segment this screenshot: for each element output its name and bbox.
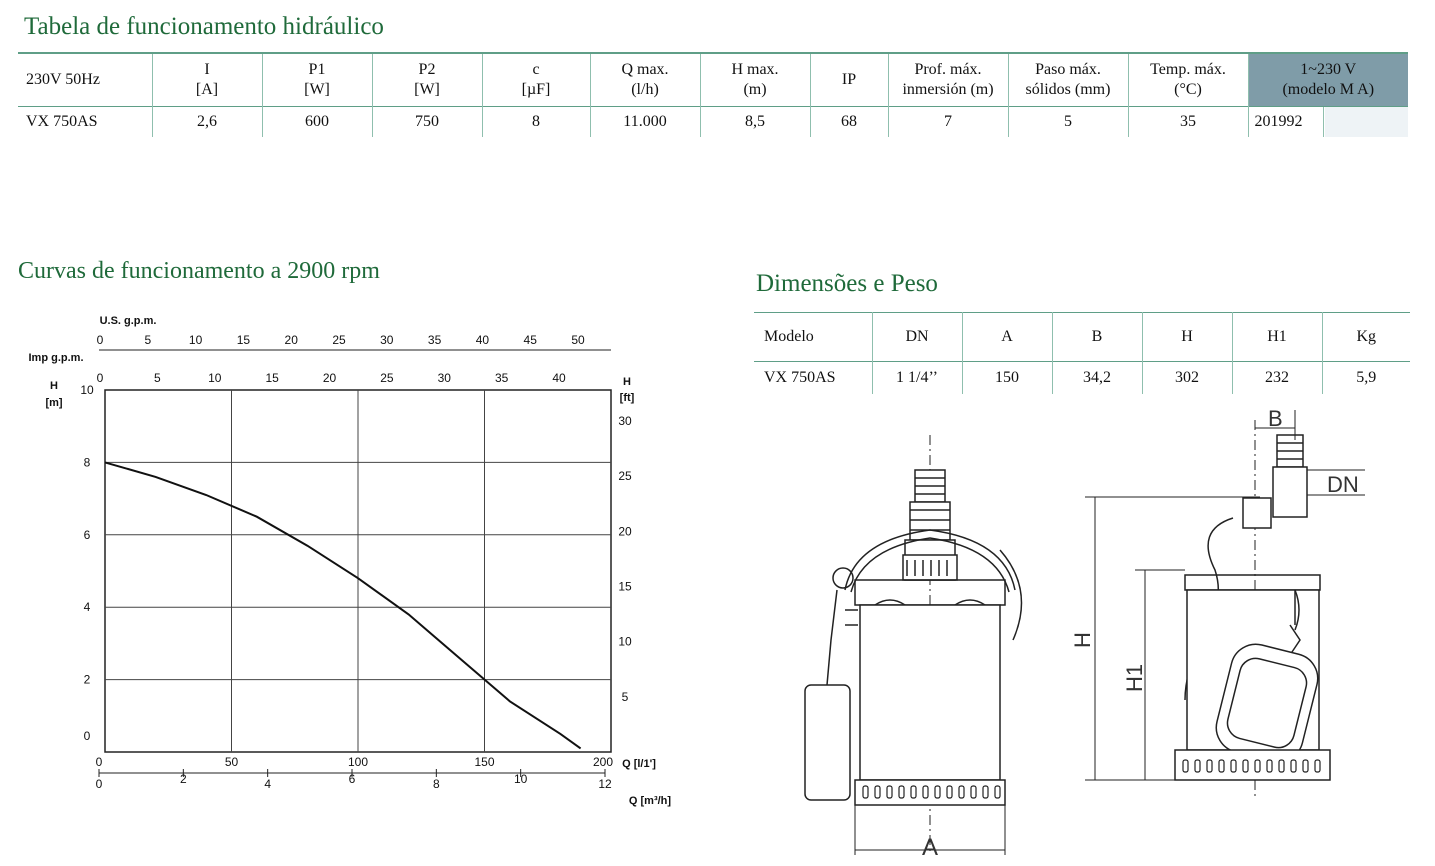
x2-tick-label: 10: [513, 772, 528, 786]
dim-label-b: B: [1268, 406, 1283, 431]
x-axis-m3h: [96, 769, 672, 807]
cell-modelo: VX 750AS: [754, 362, 872, 395]
x-tick-label: 200: [592, 755, 614, 769]
hydraulic-header-row: [18, 53, 1408, 107]
y-axis-left: [45, 380, 94, 743]
dim-label-h: H: [1070, 632, 1095, 648]
y2-axis-label: H: [623, 376, 631, 388]
x2-tick-label: 8: [432, 777, 440, 791]
cell-hmax: 8,5: [700, 107, 810, 138]
y2-tick-label: 30: [618, 413, 632, 428]
cell-a: 150: [962, 362, 1052, 395]
table-row: [18, 107, 1408, 138]
x-axis-label: Q [l/1']: [622, 758, 656, 770]
dim-label-dn: DN: [1327, 472, 1359, 497]
cell-temp: 35: [1128, 107, 1248, 138]
x3-tick-label: 50: [571, 333, 585, 347]
dimensions-header-row: [754, 313, 1410, 362]
model-code-text: 201992: [1254, 113, 1303, 130]
x2-tick-label: 2: [179, 772, 187, 786]
header-cell-qmax: Q max. (l/h): [590, 53, 700, 107]
y-tick-label: 4: [83, 600, 91, 615]
performance-curve-line: [105, 462, 581, 748]
cell-capacitor: 8: [482, 107, 590, 138]
model-code-fill: [1325, 107, 1409, 137]
x-tick-label: 50: [224, 755, 239, 769]
header-cell-ip: IP: [810, 53, 888, 107]
cell-qmax: 11.000: [590, 107, 700, 138]
x2-tick-label: 0: [95, 777, 103, 791]
x2-axis-label: Q [m³/h]: [628, 795, 672, 807]
y2-tick-label: 20: [618, 524, 632, 539]
x4-tick-label: 20: [322, 371, 337, 385]
header-cell-b: B: [1052, 313, 1142, 362]
us-gpm-axis: [97, 315, 611, 350]
cell-dn: 1 1/4’’: [872, 362, 962, 395]
y-tick-label: 6: [83, 527, 91, 542]
pump-dimension-drawing: [755, 400, 1435, 860]
x-tick-label: 100: [347, 755, 369, 769]
x3-tick-label: 20: [284, 333, 298, 347]
header-cell-dn: DN: [872, 313, 962, 362]
y-tick-label: 2: [83, 672, 91, 687]
cell-model-code: [1248, 107, 1408, 138]
model-code-divider: [1323, 107, 1324, 137]
cell-h: 302: [1142, 362, 1232, 395]
cell-immersion: 7: [888, 107, 1008, 138]
x3-tick-label: 5: [144, 333, 152, 347]
x-axis-lmin: [96, 755, 657, 770]
header-cell-a: A: [962, 313, 1052, 362]
header-cell-current: I [A]: [152, 53, 262, 107]
y-tick-label: 8: [83, 455, 91, 470]
cell-p1: 600: [262, 107, 372, 138]
cell-b: 34,2: [1052, 362, 1142, 395]
x3-axis-label: U.S. g.p.m.: [99, 315, 157, 327]
x2-tick-label: 4: [264, 777, 272, 791]
x4-tick-label: 10: [208, 371, 222, 385]
cell-h1: 232: [1232, 362, 1322, 395]
header-cell-p1: P1 [W]: [262, 53, 372, 107]
header-cell-kg: Kg: [1356, 328, 1377, 345]
pump-side-view: [1085, 410, 1365, 800]
x3-tick-label: 40: [475, 333, 490, 347]
hydraulic-table: [18, 52, 1408, 137]
x2-tick-label: 12: [598, 777, 612, 791]
y-axis-label: H: [50, 380, 58, 392]
y2-tick-label: 15: [618, 579, 632, 594]
imp-gpm-axis: [29, 352, 566, 385]
y-tick-label: 10: [80, 383, 94, 397]
x3-tick-label: 25: [332, 333, 346, 347]
header-cell-solids: Paso máx. sólidos (mm): [1008, 53, 1128, 107]
header-cell-immersion: Prof. máx. inmersión (m): [888, 53, 1008, 107]
x2-tick-label: 6: [348, 772, 356, 786]
performance-chart: [0, 305, 720, 825]
cell-p2: 750: [372, 107, 482, 138]
x3-tick-label: 45: [523, 333, 537, 347]
x3-tick-label: 10: [188, 333, 203, 347]
hydraulic-table-title: Tabela de funcionamento hidráulico: [24, 13, 384, 40]
x4-tick-label: 30: [437, 371, 451, 385]
x4-tick-label: 25: [380, 371, 394, 385]
x-tick-label: 0: [95, 755, 103, 769]
y-axis-right: [618, 376, 634, 704]
x3-tick-label: 0: [96, 333, 104, 347]
dimensions-table: [754, 312, 1410, 394]
x3-tick-label: 35: [427, 333, 442, 347]
pump-front-view: [805, 435, 1021, 855]
header-cell-temp: Temp. máx. (°C): [1128, 53, 1248, 107]
cell-ip: 68: [810, 107, 888, 138]
x4-tick-label: 15: [265, 371, 279, 385]
y2-tick-label: 5: [621, 689, 629, 704]
header-cell-h: H: [1142, 313, 1232, 362]
y2-tick-label: 25: [618, 469, 632, 484]
dim-label-a: A: [922, 834, 939, 860]
dimensions-title: Dimensões e Peso: [756, 270, 938, 297]
header-cell-modelo: Modelo: [754, 313, 872, 362]
header-cell-p2: P2 [W]: [372, 53, 482, 107]
x4-tick-label: 40: [552, 371, 566, 385]
cell-current: 2,6: [152, 107, 262, 138]
cell-model: VX 750AS: [18, 107, 152, 138]
dim-label-h1: H1: [1122, 663, 1147, 692]
x4-axis-label: Imp g.p.m.: [28, 352, 84, 364]
x3-tick-label: 15: [236, 333, 251, 347]
header-cell-h1: H1: [1232, 313, 1322, 362]
y-axis-unit: [m]: [45, 397, 63, 409]
x-tick-label: 150: [474, 755, 495, 769]
header-cell-voltage: 230V 50Hz: [18, 53, 152, 107]
y2-axis-unit: [ft]: [619, 392, 635, 404]
x4-tick-label: 5: [154, 371, 161, 385]
x4-tick-label: 0: [96, 371, 104, 385]
cell-kg: 5,9: [1322, 362, 1410, 395]
header-cell-model-code: 1~230 V (modelo M A): [1248, 53, 1408, 107]
cell-solids: 5: [1008, 107, 1128, 138]
x4-tick-label: 35: [494, 371, 509, 385]
header-cell-hmax: H max. (m): [700, 53, 810, 107]
x3-tick-label: 30: [380, 333, 394, 347]
header-cell-capacitor: c [µF]: [482, 53, 590, 107]
y2-tick-label: 10: [618, 634, 632, 649]
table-row: [754, 362, 1410, 395]
curves-title: Curvas de funcionamento a 2900 rpm: [18, 258, 380, 284]
chart-grid: [105, 390, 611, 752]
y-tick-label: 0: [83, 729, 91, 743]
